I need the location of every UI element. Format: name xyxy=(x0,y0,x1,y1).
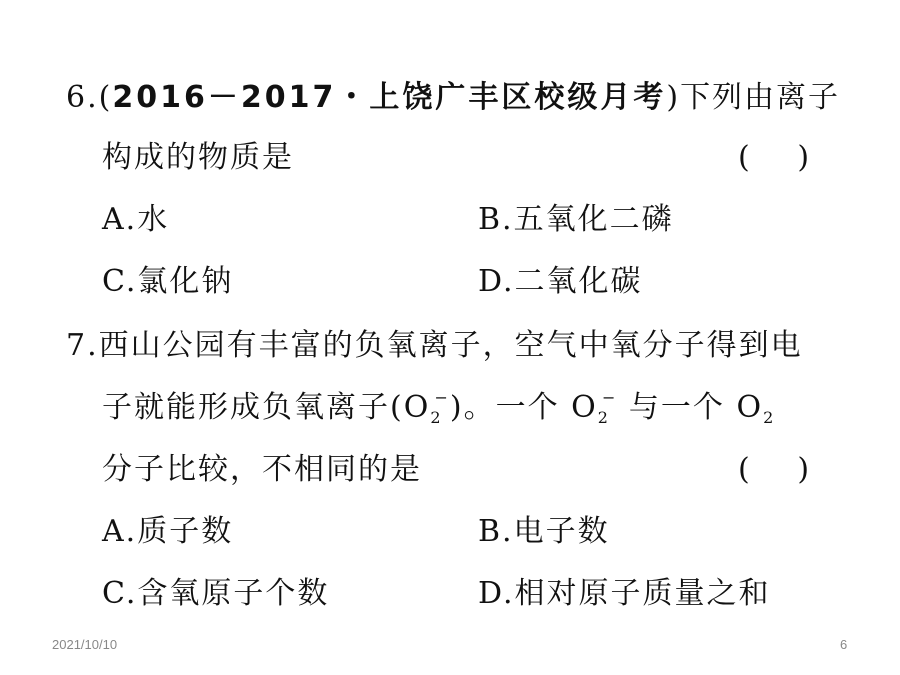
q6-stem-text: 下列由离子 xyxy=(680,80,841,115)
q7-stem-text: )。一个 xyxy=(449,390,572,425)
q6-stem-line2: 构成的物质是 xyxy=(102,140,294,175)
q7-stem-text: 西山公园有丰富的负氧离子，空气中氧分子得到电 xyxy=(98,328,803,363)
ion-symbol: O xyxy=(403,390,431,425)
ion-charge: − xyxy=(601,388,618,407)
q6-option-a xyxy=(102,200,169,240)
q6-source-open-paren: ( xyxy=(98,80,113,115)
q6-option-b xyxy=(478,200,674,240)
q6-stem-line1 xyxy=(66,78,840,118)
ion-charge: − xyxy=(434,388,450,407)
molecule-subscript: 2 xyxy=(763,408,776,427)
q7-option-d xyxy=(478,574,771,614)
option-text: 含氧原子个数 xyxy=(137,576,330,611)
q7-stem-line1 xyxy=(66,326,803,366)
option-label: A. xyxy=(102,514,138,549)
option-label: C. xyxy=(102,576,138,611)
q7-stem-text: 与一个 xyxy=(617,390,737,425)
option-text: 五氧化二磷 xyxy=(513,202,674,237)
option-text: 水 xyxy=(137,202,170,237)
footer-date: 2021/10/10 xyxy=(52,637,118,652)
q6-answer-blank: ( ) xyxy=(738,140,810,175)
q7-option-c xyxy=(102,574,329,614)
option-text: 质子数 xyxy=(137,514,234,549)
q6-option-c xyxy=(102,262,233,302)
q7-stem-line3: 分子比较，不相同的是 xyxy=(102,452,422,487)
q6-option-d xyxy=(478,262,643,302)
ion-formula xyxy=(571,388,617,438)
q6-source: 2016－2017・上饶广丰区校级月考 xyxy=(112,80,667,115)
q6-source-close-paren: ) xyxy=(666,80,681,115)
molecule-symbol: O xyxy=(736,390,764,425)
q7-option-b xyxy=(478,512,610,552)
molecule-formula xyxy=(736,388,775,438)
option-label: B. xyxy=(478,514,514,549)
ion-subscript: 2 xyxy=(430,408,443,427)
option-label: B. xyxy=(478,202,514,237)
option-label: D. xyxy=(478,576,515,611)
option-text: 相对原子质量之和 xyxy=(514,576,771,611)
q7-stem-text: 子就能形成负氧离子( xyxy=(102,390,404,425)
q7-answer-blank: ( ) xyxy=(738,452,810,487)
ion-subscript: 2 xyxy=(597,408,610,427)
ion-formula xyxy=(404,388,450,438)
option-text: 二氧化碳 xyxy=(514,264,643,299)
option-label: D. xyxy=(478,264,515,299)
q7-number: 7. xyxy=(66,328,99,363)
option-text: 氯化钠 xyxy=(137,264,234,299)
q7-stem-line2 xyxy=(102,388,775,438)
option-label: A. xyxy=(102,202,138,237)
ion-symbol: O xyxy=(571,390,598,425)
q7-option-a xyxy=(102,512,233,552)
option-text: 电子数 xyxy=(513,514,610,549)
q6-number: 6. xyxy=(66,80,99,115)
footer-page-number: 6 xyxy=(840,637,848,652)
option-label: C. xyxy=(102,264,138,299)
